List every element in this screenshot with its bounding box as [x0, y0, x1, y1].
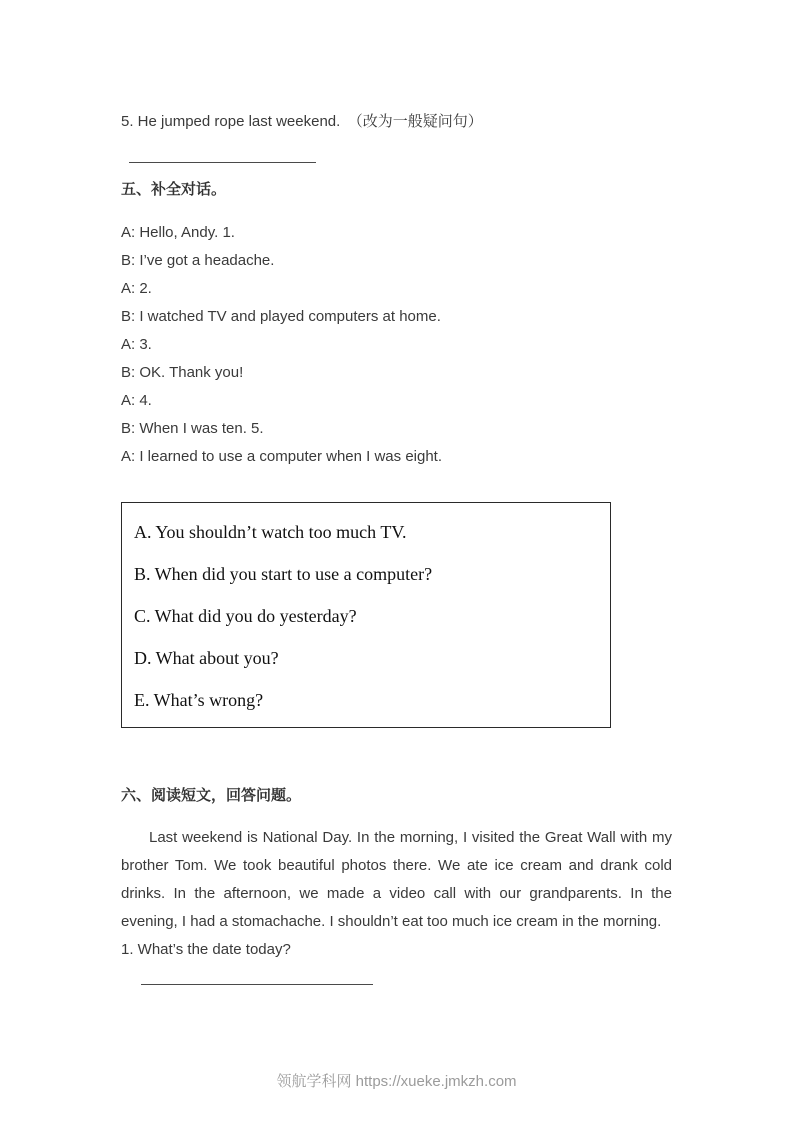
section-5-heading: 五、补全对话。 — [121, 181, 227, 198]
dialog-line: A: Hello, Andy. 1. — [121, 224, 235, 241]
dialog-block — [121, 219, 672, 471]
dialog-line: A: 4. — [121, 392, 152, 409]
footer: 领航学科网 https://xueke.jmkzh.com — [276, 1073, 517, 1090]
option-line: B. When did you start to use a computer? — [134, 564, 433, 584]
question-5: 5. He jumped rope last weekend. （改为一般疑问句） — [121, 113, 483, 130]
option-line: E. What’s wrong? — [134, 690, 264, 710]
option-line: C. What did you do yesterday? — [134, 606, 357, 626]
answer-blank-2 — [141, 984, 373, 985]
answer-blank-1 — [129, 162, 316, 163]
reading-passage: Last weekend is National Day. In the morning, I visited the Great Wall with my brother Tom. We took beautiful photos there. We ate ice cream and drank cold drinks. In the afternoon, we made a video call with our grandparents. In the evening, I had a stomachache. I shouldn’t eat too much ice cream in the morning. — [121, 829, 672, 930]
option-line: D. What about you? — [134, 648, 279, 668]
section-6-heading: 六、阅读短文，回答问题。 — [121, 787, 302, 804]
dialog-line: B: I watched TV and played computers at home. — [121, 308, 441, 325]
dialog-line: A: I learned to use a computer when I was eight. — [121, 448, 443, 465]
options-box — [121, 502, 611, 728]
dialog-line: B: OK. Thank you! — [121, 364, 244, 381]
dialog-line: A: 3. — [121, 336, 152, 353]
dialog-line: B: When I was ten. 5. — [121, 420, 264, 437]
dialog-line: B: I’ve got a headache. — [121, 252, 275, 269]
option-line: A. You shouldn’t watch too much TV. — [134, 522, 407, 542]
dialog-line: A: 2. — [121, 280, 152, 297]
question-1: 1. What’s the date today? — [121, 941, 291, 958]
